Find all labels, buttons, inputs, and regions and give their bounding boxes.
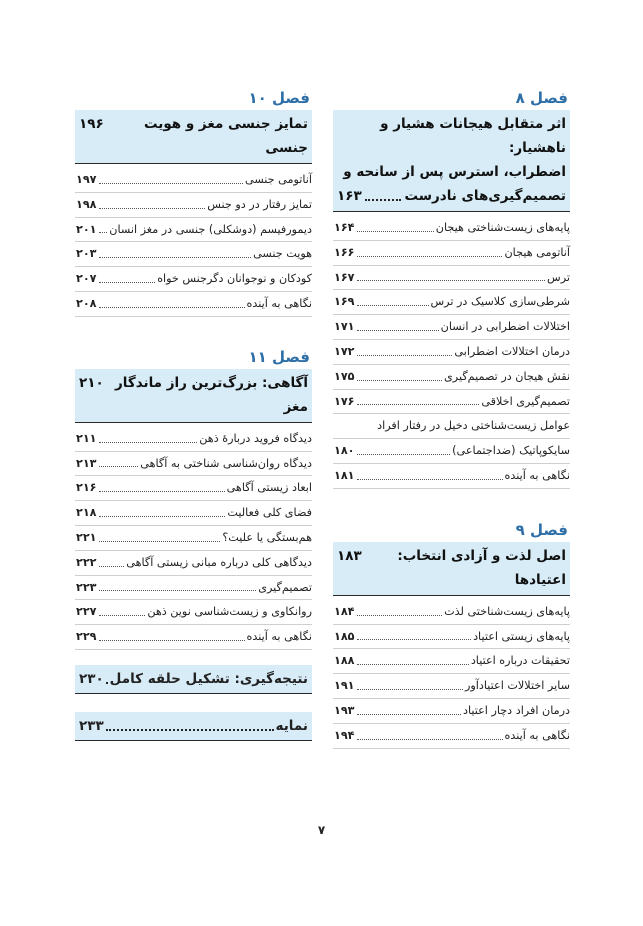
- dot-leader: [357, 255, 503, 257]
- chapter-11-title[interactable]: [75, 369, 312, 423]
- toc-entry[interactable]: [75, 292, 312, 317]
- toc-entry[interactable]: [333, 699, 570, 724]
- entry-title: روانکاوی و زیست‌شناسی نوین ذهن: [147, 605, 312, 619]
- dot-leader: [99, 639, 245, 641]
- dot-leader: [336, 429, 375, 430]
- entry-page: ۲۰۱: [76, 222, 97, 236]
- chapter-11-label: فصل ۱۱: [248, 347, 310, 366]
- dot-leader: [99, 182, 244, 184]
- dot-leader: [99, 490, 225, 492]
- spacer: [75, 650, 312, 665]
- entry-page: ۱۷۱: [334, 320, 355, 334]
- toc-entry[interactable]: [333, 216, 570, 241]
- dot-leader: [99, 515, 226, 517]
- index-title: نمایه: [275, 717, 308, 734]
- entry-page: ۲۱۱: [76, 431, 97, 445]
- dot-leader: [99, 207, 206, 209]
- toc-left-column: [75, 86, 312, 741]
- entry-title: اختلالات اضطرابی در انسان: [440, 320, 570, 334]
- entry-page: ۱۸۰: [334, 444, 355, 458]
- toc-entry[interactable]: [333, 365, 570, 390]
- entry-title: نگاهی به آینده: [504, 728, 570, 742]
- chapter-8-title-line3: تصمیم‌گیری‌های نادرست: [404, 188, 566, 204]
- chapter-9-page: ۱۸۳: [337, 547, 362, 564]
- entry-title: ترس: [547, 270, 570, 284]
- entry-page: ۱۶۴: [334, 221, 355, 234]
- dot-leader: [357, 354, 453, 356]
- dot-leader: [357, 614, 443, 616]
- conclusion-title: نتیجه‌گیری: تشکیل حلقه کامل: [109, 670, 308, 687]
- toc-entry[interactable]: [333, 266, 570, 291]
- toc-entry[interactable]: [333, 464, 570, 489]
- entry-title: سایکوپاتیک (ضداجتماعی): [452, 444, 570, 458]
- toc-entry[interactable]: [333, 414, 570, 439]
- entry-title: پایه‌های زیست‌شناختی لذت: [444, 604, 570, 618]
- toc-entry[interactable]: [333, 315, 570, 340]
- dot-leader: [99, 281, 156, 283]
- entry-title: آناتومی جنسی: [245, 173, 312, 186]
- dot-leader: [357, 738, 503, 740]
- dot-leader: [99, 256, 252, 258]
- entry-title: نقش هیجان در تصمیم‌گیری: [444, 369, 570, 383]
- dot-leader: [357, 379, 443, 381]
- entry-title: دیدگاهی کلی درباره مبانی زیستی آگاهی: [126, 555, 312, 569]
- entry-page: ۱۹۴: [334, 728, 355, 742]
- entry-title: سایر اختلالات اعتیادآور: [464, 679, 570, 693]
- toc-entry[interactable]: [75, 242, 312, 267]
- toc-entry[interactable]: [333, 625, 570, 650]
- entry-title: دیدگاه فروید دربارهٔ ذهن: [199, 431, 312, 445]
- index-entry[interactable]: [75, 712, 312, 741]
- entry-page: ۱۶۷: [334, 270, 355, 284]
- entry-page: ۱۶۶: [334, 245, 355, 259]
- entry-title: نگاهی به آینده: [504, 468, 570, 482]
- dot-leader: [99, 231, 108, 233]
- entry-title: پایه‌های زیست‌شناختی هیجان: [435, 221, 570, 234]
- dot-leader: [99, 306, 245, 308]
- entry-page: ۲۰۷: [76, 272, 97, 286]
- entry-title: نگاهی به آینده: [246, 296, 312, 310]
- chapter-11-page: ۲۱۰: [79, 374, 104, 391]
- toc-entry[interactable]: [75, 218, 312, 243]
- entry-title: تمایز رفتار در دو جنس: [207, 197, 312, 211]
- toc-entry[interactable]: [333, 340, 570, 365]
- entry-page: ۲۰۳: [76, 247, 97, 261]
- entry-page: ۲۰۸: [76, 296, 97, 310]
- chapter-10-title[interactable]: [75, 110, 312, 164]
- toc-entry[interactable]: [75, 576, 312, 601]
- entry-title: هویت جنسی: [253, 247, 312, 261]
- entry-page: ۲۲۷: [76, 605, 97, 619]
- entry-page: ۲۱۸: [76, 506, 97, 520]
- index-page: ۲۳۳: [79, 717, 104, 734]
- dot-leader: [357, 688, 463, 690]
- toc-entry[interactable]: [333, 290, 570, 315]
- entry-title: پایه‌های زیستی اعتیاد: [473, 629, 570, 643]
- dot-leader: [99, 540, 221, 542]
- dot-leader: [357, 478, 503, 480]
- toc-entry[interactable]: [333, 674, 570, 699]
- chapter-10-title-text: تمایز جنسی مغز و هویت جنسی: [143, 116, 308, 156]
- entry-page: ۱۸۱: [334, 468, 355, 482]
- chapter-10-entries: [75, 168, 312, 317]
- entry-title: درمان افراد دچار اعتیاد: [462, 703, 570, 717]
- dot-leader: [357, 230, 434, 232]
- dot-leader: [99, 465, 139, 467]
- entry-title: نگاهی به آینده: [246, 630, 312, 644]
- entry-title: شرطی‌سازی کلاسیک در ترس: [430, 295, 570, 309]
- toc-entry[interactable]: [75, 501, 312, 526]
- chapter-8-title[interactable]: [333, 110, 570, 212]
- entry-page: ۱۹۷: [76, 173, 97, 186]
- entry-page: ۱۸۸: [334, 654, 355, 668]
- spacer: [333, 489, 570, 518]
- entry-page: ۲۱۶: [76, 481, 97, 495]
- dot-leader: [357, 453, 451, 455]
- toc-entry[interactable]: [333, 439, 570, 464]
- dot-leader: [357, 329, 439, 331]
- dot-leader: [99, 441, 198, 443]
- entry-title: هم‌بستگی یا علیت؟: [222, 530, 312, 544]
- dot-leader: [357, 304, 429, 306]
- dot-leader: [99, 589, 257, 591]
- dot-leader: [357, 663, 469, 665]
- entry-title: درمان اختلالات اضطرابی: [454, 344, 570, 358]
- toc-entry[interactable]: [75, 551, 312, 576]
- toc-entry[interactable]: [333, 600, 570, 625]
- chapter-10-label: فصل ۱۰: [248, 89, 310, 107]
- entry-page: ۲۱۳: [76, 456, 97, 470]
- toc-entry[interactable]: [333, 649, 570, 674]
- entry-page: ۲۲۱: [76, 530, 97, 544]
- entry-title: تصمیم‌گیری اخلاقی: [481, 394, 570, 408]
- toc-entry[interactable]: [75, 476, 312, 501]
- dot-leader: [106, 714, 274, 731]
- conclusion-page: ۲۳۰: [79, 670, 104, 687]
- entry-page: ۱۷۶: [334, 394, 355, 408]
- toc-entry[interactable]: [333, 390, 570, 415]
- chapter-9-entries: [333, 600, 570, 749]
- chapter-9-title-text: اصل لذت و آزادی انتخاب: اعتیادها: [397, 547, 566, 588]
- dot-leader: [99, 614, 146, 616]
- entry-title: ابعاد زیستی آگاهی: [226, 481, 312, 495]
- toc-entry[interactable]: [75, 625, 312, 650]
- entry-title: دیدگاه روان‌شناسی شناختی به آگاهی: [140, 456, 312, 470]
- chapter-8-label: فصل ۸: [515, 89, 568, 107]
- toc-right-column: [333, 86, 570, 749]
- entry-page: ۱۷۵: [334, 369, 355, 383]
- toc-entry[interactable]: [75, 600, 312, 625]
- dot-leader: [357, 713, 461, 715]
- entry-title: آناتومی هیجان: [504, 245, 570, 259]
- entry-page: ۱۸۴: [334, 604, 355, 618]
- chapter-11-entries: [75, 427, 312, 650]
- chapter-8-title-line1: اثر متقابل هیجانات هشیار و ناهشیار:: [380, 116, 566, 156]
- entry-title: دیمورفیسم (دوشکلی) جنسی در مغز انسان: [109, 222, 312, 236]
- entry-page: ۲۲۹: [76, 630, 97, 644]
- chapter-11-title-text: آگاهی: بزرگ‌ترین راز ماندگار مغز: [115, 374, 308, 415]
- toc-entry[interactable]: [75, 193, 312, 218]
- toc-entry[interactable]: [75, 427, 312, 452]
- entry-page: ۱۹۸: [76, 197, 97, 211]
- entry-title: کودکان و نوجوانان دگرجنس خواه: [157, 272, 312, 286]
- entry-page: ۲۲۲: [76, 555, 97, 569]
- entry-page: ۱۹۳: [334, 703, 355, 717]
- toc-entry[interactable]: [75, 452, 312, 477]
- chapter-8-entries: [333, 216, 570, 489]
- dot-leader: [357, 403, 480, 405]
- toc-entry[interactable]: [75, 267, 312, 292]
- page-number: ۷: [317, 823, 326, 837]
- toc-entry[interactable]: [333, 724, 570, 749]
- entry-title: فضای کلی فعالیت: [227, 506, 312, 520]
- toc-entry[interactable]: [75, 526, 312, 551]
- entry-title: تصمیم‌گیری: [258, 580, 312, 594]
- chapter-9-label: فصل ۹: [515, 520, 568, 539]
- spacer: [75, 317, 312, 345]
- dot-leader: [106, 667, 108, 684]
- entry-title: عوامل زیست‌شناختی دخیل در رفتار افراد: [377, 419, 570, 433]
- toc-entry[interactable]: [75, 168, 312, 193]
- dot-leader: [357, 279, 546, 281]
- entry-page: ۲۲۳: [76, 580, 97, 594]
- entry-page: ۱۹۱: [334, 679, 355, 693]
- conclusion-entry[interactable]: [75, 665, 312, 694]
- dot-leader: [357, 638, 472, 640]
- spacer: [75, 694, 312, 712]
- entry-title: تحقیقات درباره اعتیاد: [470, 654, 570, 668]
- entry-page: ۱۸۵: [334, 629, 355, 643]
- entry-page: ۱۷۲: [334, 344, 355, 358]
- chapter-8-title-line2: اضطراب، استرس پس از سانحه و: [343, 164, 566, 180]
- entry-page: ۱۶۹: [334, 295, 355, 309]
- dot-leader: [99, 565, 125, 567]
- toc-entry[interactable]: [333, 241, 570, 266]
- chapter-9-title[interactable]: [333, 542, 570, 596]
- chapter-8-page: ۱۶۳: [337, 188, 362, 204]
- chapter-10-page: ۱۹۶: [79, 116, 104, 132]
